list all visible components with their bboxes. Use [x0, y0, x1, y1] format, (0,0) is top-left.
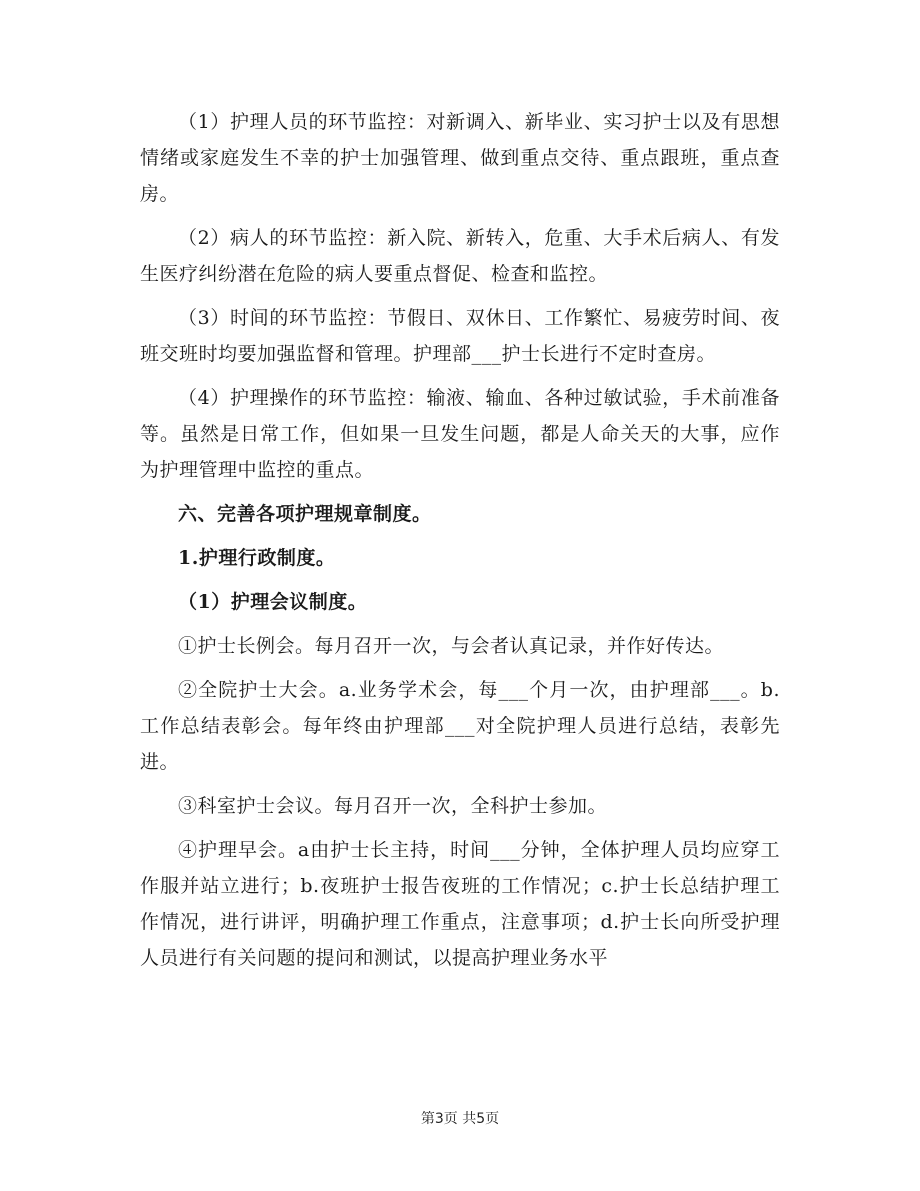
paragraph-3: （3）时间的环节监控：节假日、双休日、工作繁忙、易疲劳时间、夜班交班时均要加强监督和管理。护理部___护士长进行不定时查房。 — [140, 307, 780, 365]
subsection-heading-1: 1.护理行政制度。 — [178, 547, 336, 569]
subsection-heading-meeting: （1）护理会议制度。 — [178, 591, 368, 613]
paragraph-4: （4）护理操作的环节监控：输液、输血、各种过敏试验，手术前准备等。虽然是日常工作，但如果一旦发生问题，都是人命关天的大事，应作为护理管理中监控的重点。 — [140, 387, 780, 481]
paragraph-2: （2）病人的环节监控：新入院、新转入，危重、大手术后病人、有发生医疗纠纷潜在危险的病人要重点督促、检查和监控。 — [140, 227, 780, 285]
list-item-2: ②全院护士大会。a.业务学术会，每___个月一次，由护理部___。b.工作总结表彰会。每年终由护理部___对全院护理人员进行总结，表彰先进。 — [140, 679, 780, 773]
list-item-1: ①护士长例会。每月召开一次，与会者认真记录，并作好传达。 — [178, 635, 725, 657]
list-item-3: ③科室护士会议。每月召开一次，全科护士参加。 — [178, 795, 608, 817]
list-item-4: ④护理早会。a由护士长主持，时间___分钟，全体护理人员均应穿工作服并站立进行；b.夜班护士报告夜班的工作情况；c.护士长总结护理工作情况，进行讲评，明确护理工作重点，注意事项；d.护士长向所受护理人员进行有关问题的提问和测试，以提高护理业务水平 — [140, 839, 780, 969]
section-heading-6: 六、完善各项护理规章制度。 — [178, 503, 432, 525]
paragraph-1: （1）护理人员的环节监控：对新调入、新毕业、实习护士以及有思想情绪或家庭发生不幸的护士加强管理、做到重点交待、重点跟班，重点查房。 — [140, 111, 780, 205]
page-number: 第3页 共5页 — [420, 1111, 500, 1127]
document-body — [140, 104, 780, 984]
